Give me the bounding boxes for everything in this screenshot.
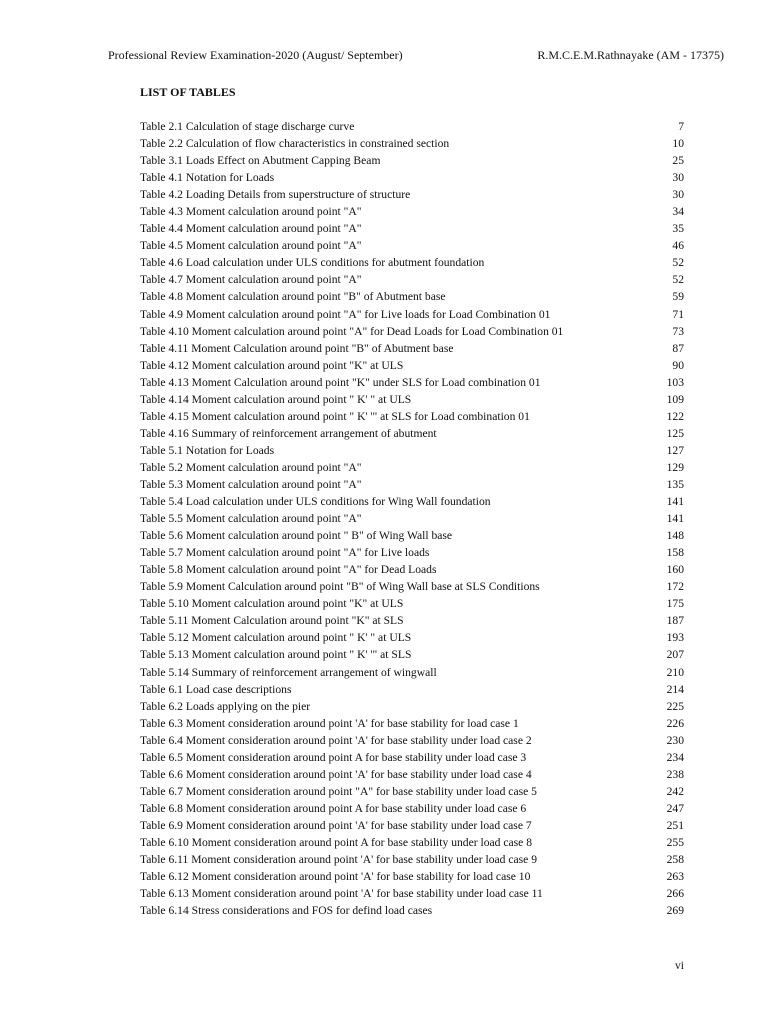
table-entry-label: Table 6.10 Moment consideration around point A for base stability under load case 8 [140,835,532,849]
list-item [140,698,684,715]
list-item [140,715,684,732]
table-entry-page: 210 [666,665,684,679]
table-entry-label: Table 6.11 Moment consideration around point 'A' for base stability under load case 9 [140,853,538,867]
table-entry-label: Table 4.8 Moment calculation around point "B" of Abutment base [140,290,446,304]
table-entry-label: Table 4.9 Moment calculation around point "A" for Live loads for Load Combination 01 [140,307,551,321]
table-entry-page: 266 [666,887,684,901]
list-item [140,340,684,357]
table-entry-label: Table 5.5 Moment calculation around point "A" [140,512,362,526]
list-item [140,152,684,169]
table-entry-page: 10 [672,137,684,151]
table-entry-label: Table 6.8 Moment consideration around point A for base stability under load case 6 [140,801,527,815]
list-item [140,629,684,646]
table-entry-page: 230 [666,733,684,747]
list-item [140,527,684,544]
list-item [140,186,684,203]
list-item [140,237,684,254]
table-entry-label: Table 4.15 Moment calculation around point " K' '" at SLS for Load combination 01 [140,409,530,423]
table-entry-label: Table 4.4 Moment calculation around point "A" [140,222,362,236]
list-item [140,885,684,902]
table-entry-label: Table 4.10 Moment calculation around point "A" for Dead Loads for Load Combination 01 [140,324,564,338]
table-entry-label: Table 2.1 Calculation of stage discharge curve [140,120,355,133]
table-entry-label: Table 4.12 Moment calculation around point "K" at ULS [140,358,404,372]
table-entry-label: Table 6.1 Load case descriptions [140,682,292,696]
list-item [140,578,684,595]
list-item [140,323,684,340]
table-entry-page: 187 [666,614,684,628]
list-item [140,442,684,459]
table-entry-page: 52 [672,273,684,287]
list-item [140,868,684,885]
table-entry-page: 127 [666,443,684,457]
list-item [140,118,684,135]
list-item [140,408,684,425]
table-entry-label: Table 4.2 Loading Details from superstructure of structure [140,188,411,202]
list-item [140,254,684,271]
list-item [140,459,684,476]
list-item [140,203,684,220]
table-entry-label: Table 5.13 Moment calculation around point " K' '" at SLS [140,648,412,662]
table-entry-page: 193 [666,631,684,645]
table-entry-page: 269 [666,904,684,918]
table-entry-label: Table 6.14 Stress considerations and FOS for defind load cases [140,904,433,918]
table-entry-page: 238 [666,767,684,781]
table-entry-page: 207 [666,648,684,662]
table-entry-label: Table 4.16 Summary of reinforcement arrangement of abutment [140,426,437,440]
table-entry-label: Table 5.8 Moment calculation around point "A" for Dead Loads [140,563,437,577]
list-item [140,612,684,629]
table-entry-page: 34 [672,205,684,219]
table-entry-label: Table 4.11 Moment Calculation around point "B" of Abutment base [140,341,454,355]
list-item [140,306,684,323]
table-entry-label: Table 3.1 Loads Effect on Abutment Capping Beam [140,154,381,168]
table-entry-page: 141 [666,495,684,509]
table-entry-page: 59 [672,290,684,304]
table-entry-label: Table 6.9 Moment consideration around point 'A' for base stability under load case 7 [140,818,532,832]
table-entry-label: Table 6.4 Moment consideration around point 'A' for base stability under load case 2 [140,733,532,747]
list-item [140,664,684,681]
table-entry-label: Table 4.14 Moment calculation around point " K' " at ULS [140,392,412,406]
table-entry-page: 71 [672,307,684,321]
list-item [140,544,684,561]
list-item [140,766,684,783]
list-item [140,817,684,834]
list-item [140,425,684,442]
table-entry-label: Table 6.3 Moment consideration around point 'A' for base stability for load case 1 [140,716,519,730]
table-entry-label: Table 6.6 Moment consideration around point 'A' for base stability under load case 4 [140,767,532,781]
table-entry-page: 226 [666,716,684,730]
list-item [140,493,684,510]
list-item [140,646,684,663]
table-entry-label: Table 5.14 Summary of reinforcement arrangement of wingwall [140,665,437,679]
table-entry-page: 52 [672,256,684,270]
table-entry-page: 87 [672,341,684,355]
table-entry-page: 172 [666,580,684,594]
table-entry-label: Table 4.7 Moment calculation around point "A" [140,273,362,287]
table-entry-page: 135 [666,477,684,491]
list-item [140,595,684,612]
table-entry-page: 109 [666,392,684,406]
table-entry-label: Table 4.13 Moment Calculation around point "K" under SLS for Load combination 01 [140,375,541,389]
page-header-right: R.M.C.E.M.Rathnayake (AM - 17375) [537,48,724,62]
page-number: vi [675,960,684,972]
table-entry-page: 234 [666,750,684,764]
table-entry-page: 125 [666,426,684,440]
list-item [140,374,684,391]
list-item [140,561,684,578]
table-entry-label: Table 5.4 Load calculation under ULS conditions for Wing Wall foundation [140,495,491,509]
list-item [140,834,684,851]
table-entry-label: Table 4.1 Notation for Loads [140,171,275,185]
list-item [140,800,684,817]
table-entry-page: 242 [666,784,684,798]
list-item [140,902,684,919]
table-entry-label: Table 5.10 Moment calculation around point "K" at ULS [140,597,404,611]
table-entry-page: 225 [666,699,684,713]
list-item [140,851,684,868]
table-entry-page: 258 [666,853,684,867]
table-entry-label: Table 6.13 Moment consideration around point 'A' for base stability under load case 11 [140,887,543,901]
table-list [140,118,684,919]
table-entry-label: Table 4.6 Load calculation under ULS conditions for abutment foundation [140,256,485,270]
table-entry-page: 160 [666,563,684,577]
list-item [140,681,684,698]
table-entry-page: 247 [666,801,684,815]
list-item [140,732,684,749]
table-entry-label: Table 6.2 Loads applying on the pier [140,699,311,713]
table-entry-page: 255 [666,835,684,849]
table-entry-page: 214 [666,682,684,696]
list-item [140,783,684,800]
table-entry-label: Table 5.1 Notation for Loads [140,443,275,457]
table-entry-page: 35 [672,222,684,236]
table-entry-label: Table 5.2 Moment calculation around point "A" [140,460,362,474]
page-header-left: Professional Review Examination-2020 (August/ September) [108,48,403,62]
list-of-tables-title: LIST OF TABLES [140,85,236,99]
table-entry-label: Table 5.7 Moment calculation around point "A" for Live loads [140,546,430,560]
table-entry-label: Table 6.5 Moment consideration around point A for base stability under load case 3 [140,750,527,764]
list-item [140,749,684,766]
table-entry-page: 129 [666,460,684,474]
table-entry-label: Table 2.2 Calculation of flow characteristics in constrained section [140,137,450,151]
table-entry-page: 25 [672,154,684,168]
table-entry-label: Table 5.3 Moment calculation around point "A" [140,477,362,491]
list-item [140,476,684,493]
table-entry-label: Table 4.5 Moment calculation around point "A" [140,239,362,253]
table-entry-page: 263 [666,870,684,884]
table-entry-page: 30 [672,188,684,202]
table-entry-label: Table 5.9 Moment Calculation around point "B" of Wing Wall base at SLS Conditions [140,580,540,594]
list-item [140,357,684,374]
list-item [140,135,684,152]
table-entry-label: Table 6.12 Moment consideration around point 'A' for base stability for load case 10 [140,870,531,884]
list-item [140,271,684,288]
list-item [140,169,684,186]
list-item [140,510,684,527]
table-entry-page: 148 [666,529,684,543]
table-entry-page: 7 [678,120,684,133]
table-entry-label: Table 4.3 Moment calculation around point "A" [140,205,362,219]
table-entry-label: Table 5.12 Moment calculation around point " K' " at ULS [140,631,412,645]
table-entry-page: 30 [672,171,684,185]
table-entry-page: 251 [666,818,684,832]
list-item [140,220,684,237]
table-entry-page: 158 [666,546,684,560]
list-item [140,391,684,408]
table-entry-label: Table 5.6 Moment calculation around point " B" of Wing Wall base [140,529,453,543]
table-entry-page: 73 [672,324,684,338]
table-entry-page: 122 [666,409,684,423]
table-entry-label: Table 5.11 Moment Calculation around point "K" at SLS [140,614,404,628]
table-entry-page: 103 [666,375,684,389]
table-entry-label: Table 6.7 Moment consideration around point "A" for base stability under load case 5 [140,784,537,798]
table-entry-page: 90 [672,358,684,372]
table-entry-page: 46 [672,239,684,253]
table-entry-page: 175 [666,597,684,611]
table-entry-page: 141 [666,512,684,526]
list-item [140,288,684,305]
